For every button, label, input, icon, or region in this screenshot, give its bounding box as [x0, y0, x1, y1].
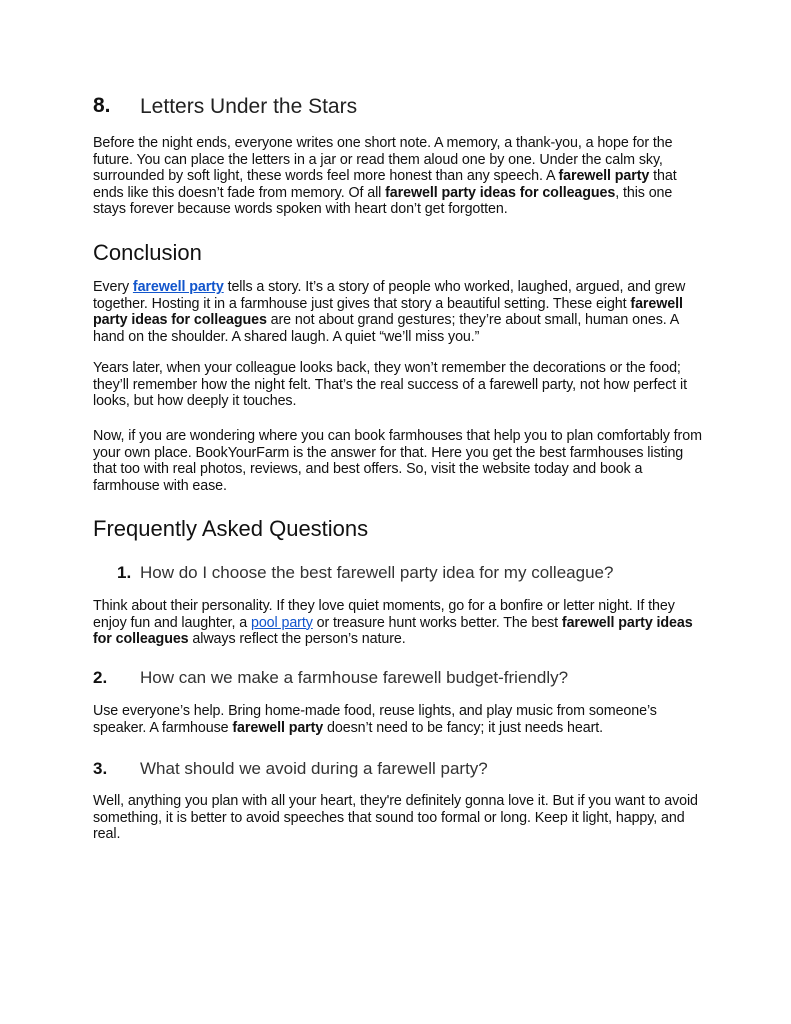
conclusion-paragraph-1: [93, 279, 703, 345]
pool-party-link[interactable]: pool party: [250, 614, 313, 631]
text-run: Every: [93, 279, 133, 295]
question-number: 1.: [117, 563, 132, 582]
text-run: Use everyone’s help. Bring home-made food, reuse lights, and play music from someone’s speaker. A farmhouse: [93, 703, 657, 736]
text-run: tells a story. It’s a story of people who worked, laughed, argued, and grew together. Hosting it in a farmhouse just gives that story a beautiful setting. These eight: [93, 279, 686, 312]
keyword-bold: farewell party ideas for colleagues: [93, 295, 683, 328]
text-run: are not about grand gestures; they’re about small, human ones. A hand on the shoulder. A shared laugh. A quiet “we’ll miss you.”: [93, 312, 679, 345]
question-number: 2.: [93, 668, 108, 687]
text-run: or treasure hunt works better. The best: [312, 614, 562, 631]
keyword-bold: farewell party: [558, 168, 650, 184]
text-run: Think about their personality. If they love quiet moments, go for a bonfire or letter night. If they enjoy fun and laughter, a: [93, 598, 675, 631]
keyword-bold: farewell party ideas for colleagues: [93, 614, 693, 647]
keyword-bold: farewell party ideas for colleagues: [385, 184, 616, 201]
text-run: , this one stays forever because words spoken with heart don’t get forgotten.: [93, 184, 673, 217]
farewell-party-link[interactable]: farewell party: [132, 279, 224, 295]
conclusion-heading: Conclusion: [93, 240, 202, 265]
paragraph-text: Years later, when your colleague looks back, they won’t remember the decorations or the food; they’ll remember how the night felt. That’s the real success of a farewell party, not how perfect it looks, but how deeply it touches.: [93, 360, 687, 409]
conclusion-paragraph-2: [93, 360, 703, 410]
paragraph-text: Now, if you are wondering where you can book farmhouses that help you to plan comfortably from your own place. BookYourFarm is the answer for that. Here you get the best farmhouses listing that too with real photos, reviews, and best offers. So, visit the website today and book a farmhouse with ease.: [93, 428, 702, 494]
section-paragraph: [93, 135, 703, 218]
text-run: that ends like this doesn’t fade from memory. Of all: [93, 168, 677, 201]
text-run: doesn’t need to be fancy; it just needs heart.: [323, 719, 603, 736]
section-title: Letters Under the Stars: [140, 95, 358, 118]
section-number: 8.: [93, 94, 111, 117]
question-number: 3.: [93, 759, 108, 778]
text-run: Before the night ends, everyone writes one short note. A memory, a thank-you, a hope for the future. You can place the letters in a jar or read them aloud one by one. Under the calm sky, surrounded by soft light, these words feel more honest than any speech. A: [93, 135, 673, 184]
text-run: always reflect the person’s nature.: [188, 631, 406, 647]
faq-heading: Frequently Asked Questions: [93, 516, 369, 541]
keyword-bold: farewell party: [232, 719, 324, 736]
question-text: What should we avoid during a farewell party?: [140, 759, 488, 778]
question-text: How can we make a farmhouse farewell budget-friendly?: [140, 668, 569, 687]
faq-answer-1: [93, 598, 703, 648]
conclusion-paragraph-3: [93, 428, 703, 494]
paragraph-text: Well, anything you plan with all your heart, they're definitely gonna love it. But if you want to avoid something, it is better to avoid speeches that sound too formal or long. Keep it light, happy, and real.: [93, 793, 698, 842]
question-text: How do I choose the best farewell party idea for my colleague?: [140, 563, 614, 582]
faq-answer-2: [93, 703, 703, 736]
faq-answer-3: [93, 793, 703, 843]
